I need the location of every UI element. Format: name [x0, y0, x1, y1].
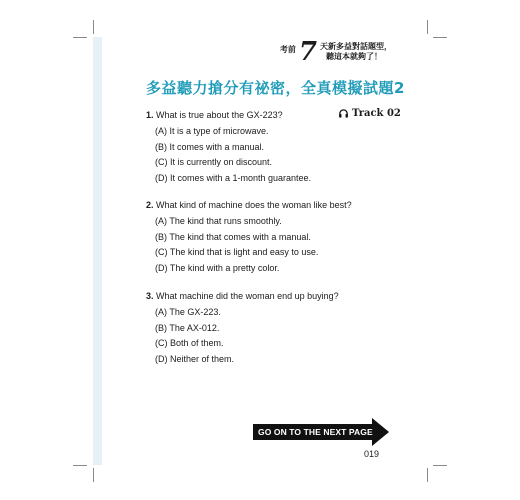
- header-tag-lines: [320, 42, 392, 62]
- question-text: What is true about the GX-223?: [156, 110, 283, 120]
- answer-options: [155, 125, 311, 187]
- headphones-icon: [338, 108, 349, 119]
- crop-mark-bottom-right: [427, 468, 428, 482]
- crop-mark-top-left-h: [73, 37, 87, 38]
- header-tag-number: 7: [298, 37, 317, 67]
- answer-options: [155, 215, 352, 277]
- header-tag-prefix: 考前: [279, 45, 296, 54]
- crop-mark-top-right-h: [433, 37, 447, 38]
- header-tag: [279, 37, 392, 67]
- crop-mark-bottom-left: [93, 468, 94, 482]
- section-title: 多益聽力搶分有祕密，全真模擬試題2: [146, 79, 405, 97]
- question-text: What machine did the woman end up buying?: [156, 291, 339, 301]
- question-stem: [146, 290, 339, 302]
- answer-option-d[interactable]: (D) The kind with a pretty color.: [155, 262, 280, 273]
- answer-option-d[interactable]: (D) Neither of them.: [155, 353, 235, 364]
- track-label: Track 02: [352, 108, 401, 119]
- question-stem: [146, 109, 311, 121]
- crop-mark-bottom-right-h: [433, 465, 447, 466]
- answer-option-a[interactable]: (A) The GX-223.: [155, 307, 221, 317]
- answer-option-b[interactable]: (B) It comes with a manual.: [155, 141, 265, 152]
- arrow-right-icon: [372, 418, 389, 446]
- answer-options: [155, 306, 339, 368]
- answer-option-c[interactable]: (C) The kind that is light and easy to use.: [155, 247, 319, 257]
- answer-option-a[interactable]: (A) The kind that runs smoothly.: [155, 216, 282, 226]
- question-number: 1.: [146, 110, 154, 120]
- question-stem: [146, 199, 352, 211]
- question-text: What kind of machine does the woman like best?: [156, 200, 352, 210]
- go-on-banner[interactable]: [253, 418, 389, 446]
- question-number: 2.: [146, 200, 154, 210]
- question-2: [146, 199, 352, 277]
- answer-option-c[interactable]: (C) It is currently on discount.: [155, 157, 273, 167]
- crop-mark-top-right: [427, 20, 428, 34]
- question-3: [146, 290, 339, 368]
- question-number: 3.: [146, 291, 154, 301]
- margin-strip: [93, 37, 102, 465]
- crop-mark-top-left: [93, 20, 94, 34]
- page-number: 019: [364, 449, 380, 459]
- crop-mark-bottom-left-h: [73, 465, 87, 466]
- answer-option-a[interactable]: (A) It is a type of microwave.: [155, 126, 269, 136]
- go-on-label: GO ON TO THE NEXT PAGE: [258, 427, 373, 437]
- header-tag-line2: 聽這本就夠了！: [326, 52, 382, 61]
- answer-option-c[interactable]: (C) Both of them.: [155, 338, 224, 348]
- track-indicator: [338, 108, 401, 119]
- question-1: [146, 109, 311, 187]
- header-tag-line1: 天新多益對話題型，: [320, 42, 392, 51]
- answer-option-b[interactable]: (B) The AX-012.: [155, 322, 220, 333]
- answer-option-d[interactable]: (D) It comes with a 1-month guarantee.: [155, 172, 312, 183]
- answer-option-b[interactable]: (B) The kind that comes with a manual.: [155, 231, 311, 242]
